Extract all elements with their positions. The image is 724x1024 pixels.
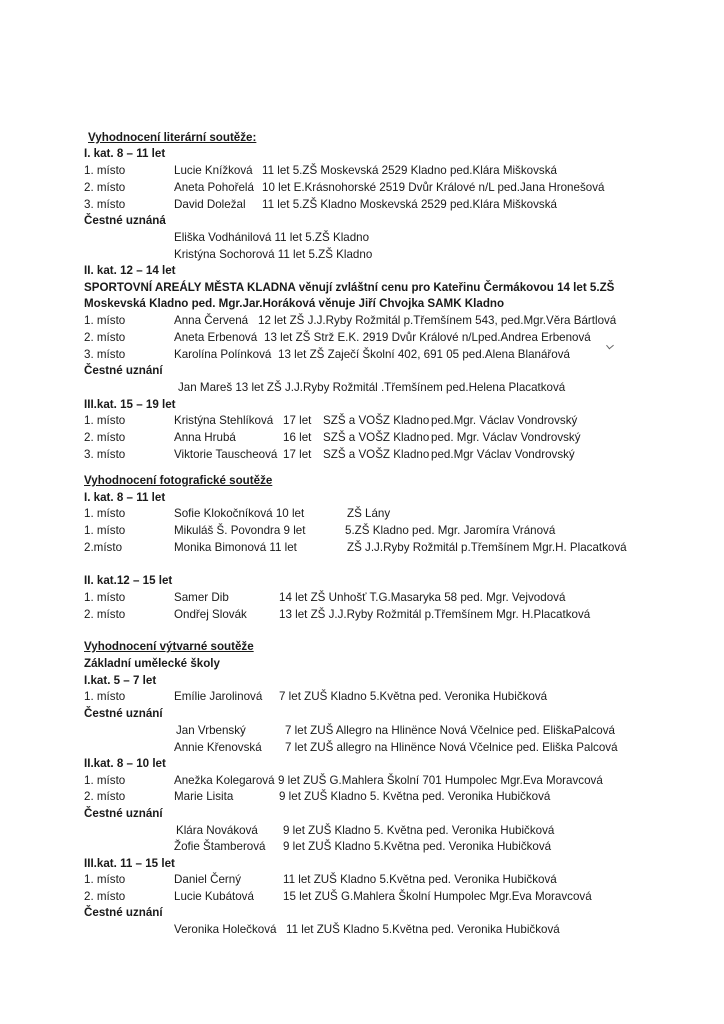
- winner-name: Emílie Jarolinová: [174, 690, 263, 703]
- winner-school: SZŠ a VOŠZ Kladno: [323, 448, 430, 461]
- winner-details: 9 let ZUŠ G.Mahlera Školní 701 Humpolec Mgr.Eva Moravcová: [278, 774, 603, 787]
- place-label: 1. místo: [84, 591, 126, 604]
- winner-school: SZŠ a VOŠZ Kladno: [323, 431, 430, 444]
- winner-details: 12 let ZŠ J.J.Ryby Rožmitál p.Třemšínem 543, ped.Mgr.Věra Bártlová: [258, 314, 617, 327]
- honor-name: Klára Nováková: [176, 824, 258, 837]
- honor-details: 9 let ZUŠ Kladno 5. Května ped. Veronika Hubičková: [283, 824, 555, 837]
- honor-details: 11 let ZUŠ Kladno 5.Května ped. Veronika Hubičková: [286, 923, 560, 936]
- photo-heading: Vyhodnocení fotografické soutěže: [84, 474, 273, 487]
- winner-name: Samer Dib: [174, 591, 229, 604]
- winner-teacher: ped.Mgr Václav Vondrovský: [431, 448, 575, 461]
- place-label: 3. místo: [84, 448, 126, 461]
- place-label: 2. místo: [84, 790, 126, 803]
- place-label: 2. místo: [84, 608, 126, 621]
- literary-cat2-title: II. kat. 12 – 14 let: [84, 264, 176, 277]
- honor-name: Annie Křenovská: [174, 741, 262, 754]
- literary-cat1-title: I. kat. 8 – 11 let: [84, 147, 166, 160]
- place-label: 2. místo: [84, 890, 126, 903]
- winner-age: 17 let: [283, 414, 312, 427]
- winner-details: 11 let 5.ZŠ Moskevská 2529 Kladno ped.Klára Miškovská: [262, 164, 557, 177]
- winner-name: Karolína Polínková: [174, 348, 272, 361]
- winner-name: David Doležal: [174, 198, 246, 211]
- photo-cat1-title: I. kat. 8 – 11 let: [84, 491, 166, 504]
- honor-entry: Jan Mareš 13 let ZŠ J.J.Ryby Rožmitál .Třemšínem ped.Helena Placatková: [178, 381, 566, 394]
- winner-teacher: ped.Mgr. Václav Vondrovský: [431, 414, 578, 427]
- winner-name: Marie Lisita: [174, 790, 234, 803]
- winner-name: Aneta Erbenová: [174, 331, 258, 344]
- winner-name: Kristýna Stehlíková: [174, 414, 274, 427]
- winner-name: Lucie Knížková: [174, 164, 253, 177]
- winner-details: ZŠ J.J.Ryby Rožmitál p.Třemšínem Mgr.H. Placatková: [347, 541, 627, 554]
- place-label: 1. místo: [84, 690, 126, 703]
- winner-age: 17 let: [283, 448, 312, 461]
- winner-details: ZŠ Lány: [347, 507, 391, 520]
- special-prize-line: Moskevská Kladno ped. Mgr.Jar.Horáková věnuje Jiří Chvojka SAMK Kladno: [84, 297, 505, 310]
- winner-details: 7 let ZUŠ Kladno 5.Května ped. Veronika Hubičková: [279, 690, 548, 703]
- honor-name: Žofie Štamberová: [174, 840, 266, 853]
- honor-name: Veronika Holečková: [174, 923, 277, 936]
- place-label: 1. místo: [84, 524, 126, 537]
- winner-name: Mikuláš Š. Povondra 9 let: [174, 524, 306, 537]
- winner-name: Lucie Kubátová: [174, 890, 254, 903]
- winner-name: Viktorie Tauscheová: [174, 448, 278, 461]
- winner-details: 5.ZŠ Kladno ped. Mgr. Jaromíra Vránová: [345, 524, 556, 537]
- literary-cat3-title: III.kat. 15 – 19 let: [84, 398, 176, 411]
- art-heading: Vyhodnocení výtvarné soutěže: [84, 640, 254, 653]
- winner-details: 13 let ZŠ Strž E.K. 2919 Dvůr Králové n/Lped.Andrea Erbenová: [264, 331, 591, 344]
- winner-name: Anna Červená: [174, 314, 249, 327]
- winner-name: Anna Hrubá: [174, 431, 236, 444]
- honor-details: 9 let ZUŠ Kladno 5.Května ped. Veronika Hubičková: [283, 840, 552, 853]
- place-label: 2.místo: [84, 541, 123, 554]
- place-label: 1. místo: [84, 774, 126, 787]
- winner-name: Daniel Černý: [174, 873, 242, 886]
- winner-age: 16 let: [283, 431, 312, 444]
- photo-cat2-title: II. kat.12 – 15 let: [84, 574, 173, 587]
- winner-details: 14 let ZŠ Unhošť T.G.Masaryka 58 ped. Mgr. Vejvodová: [279, 591, 566, 604]
- literary-heading: Vyhodnocení literární soutěže:: [88, 131, 257, 144]
- winner-name: Monika Bimonová 11 let: [174, 541, 297, 554]
- winner-details: 11 let 5.ZŠ Kladno Moskevská 2529 ped.Klára Miškovská: [262, 198, 557, 211]
- place-label: 1. místo: [84, 314, 126, 327]
- place-label: 1. místo: [84, 873, 126, 886]
- winner-details: 10 let E.Krásnohorské 2519 Dvůr Králové n/L ped.Jana Hronešová: [262, 181, 605, 194]
- winner-details: 15 let ZUŠ G.Mahlera Školní Humpolec Mgr.Eva Moravcová: [283, 890, 592, 903]
- art-cat2-title: II.kat. 8 – 10 let: [84, 757, 166, 770]
- art-subheading: Základní umělecké školy: [84, 657, 220, 670]
- honor-entry: Kristýna Sochorová 11 let 5.ZŠ Kladno: [174, 248, 373, 261]
- winner-details: 13 let ZŠ J.J.Ryby Rožmitál p.Třemšínem Mgr. H.Placatková: [279, 608, 591, 621]
- winner-details: 11 let ZUŠ Kladno 5.Května ped. Veronika Hubičková: [283, 873, 557, 886]
- place-label: 2. místo: [84, 331, 126, 344]
- honor-entry: Eliška Vodhánilová 11 let 5.ZŠ Kladno: [174, 231, 370, 244]
- place-label: 1. místo: [84, 507, 126, 520]
- honor-label: Čestné uznáná: [84, 214, 166, 227]
- honor-label: Čestné uznání: [84, 364, 163, 377]
- winner-details: 13 let ZŠ Zaječí Školní 402, 691 05 ped.Alena Blanářová: [278, 348, 570, 361]
- winner-name: Aneta Pohořelá: [174, 181, 254, 194]
- winner-name: Anežka Kolegarová: [174, 774, 275, 787]
- honor-name: Jan Vrbenský: [176, 724, 246, 737]
- winner-details: 9 let ZUŠ Kladno 5. Května ped. Veronika Hubičková: [279, 790, 551, 803]
- place-label: 3. místo: [84, 198, 126, 211]
- place-label: 1. místo: [84, 164, 126, 177]
- pen-tick-mark: [606, 342, 614, 350]
- place-label: 1. místo: [84, 414, 126, 427]
- winner-name: Ondřej Slovák: [174, 608, 247, 621]
- winner-school: SZŠ a VOŠZ Kladno: [323, 414, 430, 427]
- special-prize-line: SPORTOVNÍ AREÁLY MĚSTA KLADNA věnují zvláštní cenu pro Kateřinu Čermákovou 14 let 5.ZŠ: [84, 281, 615, 294]
- place-label: 2. místo: [84, 181, 126, 194]
- honor-label: Čestné uznání: [84, 707, 163, 720]
- place-label: 3. místo: [84, 348, 126, 361]
- honor-details: 7 let ZUŠ allegro na Hlinënce Nová Včelnice ped. Eliška Palcová: [285, 741, 618, 754]
- place-label: 2. místo: [84, 431, 126, 444]
- winner-teacher: ped. Mgr. Václav Vondrovský: [431, 431, 581, 444]
- art-cat1-title: I.kat. 5 – 7 let: [84, 674, 157, 687]
- art-cat3-title: III.kat. 11 – 15 let: [84, 857, 175, 870]
- honor-details: 7 let ZUŠ Allegro na Hlinënce Nová Včelnice ped. EliškaPalcová: [285, 724, 615, 737]
- honor-label: Čestné uznání: [84, 807, 163, 820]
- winner-name: Sofie Klokočníková 10 let: [174, 507, 305, 520]
- honor-label: Čestné uznání: [84, 906, 163, 919]
